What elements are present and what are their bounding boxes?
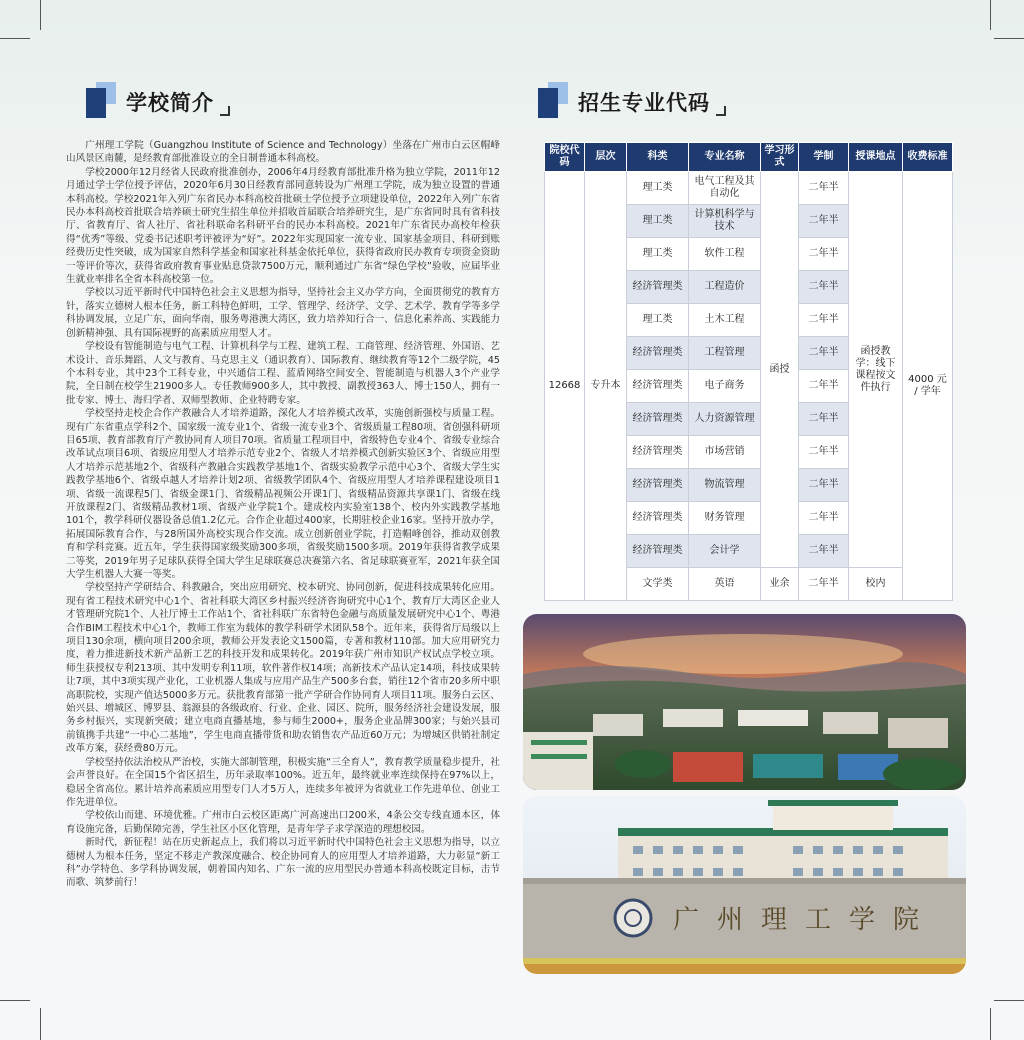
corner-bracket-icon (716, 106, 726, 116)
category-cell: 理工类 (627, 205, 689, 238)
category-cell: 理工类 (627, 238, 689, 271)
codes-title: 招生专业代码 (578, 91, 710, 115)
category-cell: 经济管理类 (627, 535, 689, 568)
intro-title: 学校简介 (126, 91, 214, 115)
intro-paragraph: 学校以习近平新时代中国特色社会主义思想为指导，坚持社会主义办学方向，全面贯彻党的教育方针，落实立德树人根本任务，新工科特色鲜明，工学、管理学、经济学、文学、艺术学、教育学等多学科协调发展，立足广东，面向华南，服务粤港澳大湾区，致力培养知行合一、信息化素养高、实践能力创新精神强、具有国际视野的高素质应用型人才。 (66, 287, 500, 339)
study-form-cell: 业余 (761, 568, 799, 601)
duration-cell: 二年半 (799, 568, 849, 601)
duration-cell: 二年半 (799, 271, 849, 304)
category-cell: 经济管理类 (627, 337, 689, 370)
category-cell: 文学类 (627, 568, 689, 601)
crop-mark (990, 1008, 991, 1040)
campus-aerial-photo (523, 614, 966, 790)
title-accent-icon (86, 82, 116, 122)
intro-paragraph: 学校设有智能制造与电气工程、计算机科学与工程、建筑工程、工商管理、经济管理、外国语、艺术设计、音乐舞蹈、人文与教育、马克思主义（通识教育）、国际教育、继续教育等12个二级学院，45个本科专业，其中23个工科专业，中兴通信工程、蓝盾网络空间安全、智能制造与机器人3个产业学院，全日制在校学生21900多人。专任教师900多人，其中教授、副教授363人、博士150人，拥有一批专家、博士、海归学者、双师型教师、企业特聘专家。 (66, 341, 500, 406)
intro-paragraph: 学校2000年12月经省人民政府批准创办，2006年4月经教育部批准升格为独立学院，2011年12月通过学士学位授予评估，2020年6月30日经教育部同意转设为广州理工学院，成为独立设置的普通本科高校。学校2021年入列广东省民办本科高校首批硕士学位授予立项建设单位，2022年入列广东省民办本科高校首批联合培养硕士研究生招生单位并招收首届联合培养研究生，是广东省同时具有省科技厅、省教育厅、省人社厅、省社科联命名科研平台的民办本科高校。2021年广东省民办高校年检获得“优秀”等级、党委书记述职考评被评为“好”。2022年实现国家一流专业、国家基金项目、科研到账经费历史性突破，成为国家自然科学基金和国家社科基金依托单位，获得省政府民办教育专项资金资助一等评价等次，获得省政府教育事业贴息贷款7500万元，顺利通过广东省“绿色学校”验收，应届毕业生就业率排名全省本科高校第一位。 (66, 166, 500, 286)
duration-cell: 二年半 (799, 403, 849, 436)
duration-cell: 二年半 (799, 172, 849, 205)
major-cell: 电气工程及其自动化 (689, 172, 761, 205)
category-cell: 经济管理类 (627, 502, 689, 535)
category-cell: 经济管理类 (627, 469, 689, 502)
major-cell: 工程管理 (689, 337, 761, 370)
campus-gate-photo (523, 796, 966, 974)
major-cell: 物流管理 (689, 469, 761, 502)
crop-mark (40, 1008, 41, 1040)
table-body (545, 172, 953, 601)
duration-cell: 二年半 (799, 304, 849, 337)
major-cell: 电子商务 (689, 370, 761, 403)
category-cell: 理工类 (627, 172, 689, 205)
intro-paragraph: 新时代，新征程！站在历史新起点上，我们将以习近平新时代中国特色社会主义思想为指导，以立德树人为根本任务，坚定不移走产教深度融合、校企协同育人的应用型人才培养道路，大力彰显“新工科”办学特色、多学科协调发展，朝着国内知名、广东一流的应用型民办普通本科高校既定目标，击节而歌、筑梦前行！ (66, 837, 500, 889)
crop-mark (990, 0, 991, 30)
category-cell: 经济管理类 (627, 403, 689, 436)
category-cell: 经济管理类 (627, 271, 689, 304)
major-cell: 财务管理 (689, 502, 761, 535)
duration-cell: 二年半 (799, 370, 849, 403)
intro-paragraph: 学校坚持走校企合作产教融合人才培养道路，深化人才培养模式改革，实施创新强校与质量工程。现有广东省重点学科2个、国家级一流专业1个、省级一流专业3个、省级质量工程80项、省创强科研项目65项、教育部教育厅产教协同育人项目70项。省质量工程项目中，省级特色专业4个、省级专业综合改革试点项目6项、省级应用型人才培养示范专业2个、省级人才培养模式创新实验区3个、省级应用型人才培养示范基地2个、省级科产教融合实践教学基地1个、省级实验教学示范中心3个、省级大学生实践教学基地6个、省级卓越人才培养计划2项、省级教学团队4个、省级应用型人才培养课程建设项目1项、省级一流课程5门、省级金课1门、省级精品视频公开课1门、省级精品资源共享课1门、省级在线开放课程2门、省级精品教材1项、省级产业学院1个。建成校内实验室138个、校内外实践教学基地101个，教学科研仪器设备总值1.2亿元。合作企业超过400家，长期驻校企业16家。坚持开放办学，拓展国际教育合作，与28所国外高校实现合作交流。成立创新创业学院，打造帽峰创谷，推动双创教育和学科竞赛。近五年，学生获得国家级奖励300多项，省级奖励1500多项。2019年获得省教学成果二等奖，2019年男子足球队获得全国大学生足球联赛总决赛第六名、省足球联赛亚军，2021年获全国大学生机器人大赛一等奖。 (66, 408, 500, 580)
location-cell: 校内 (849, 568, 903, 601)
crop-mark (0, 1000, 30, 1001)
crop-mark (0, 38, 30, 39)
corner-bracket-icon (220, 106, 230, 116)
gate-sign-text: 广州理工学院 (673, 905, 938, 935)
intro-paragraph: 学校坚持产学研结合、科教融合，突出应用研究、校本研究、协同创新，促进科技成果转化应用。现有省工程技术研究中心1个、省社科联大湾区乡村振兴经济咨询研究中心1个、教育厅大湾区企业人才管理研究院1个、人社厅博士工作站1个、省社科联广东省特色金融与高质量发展研究中心1个、粤港合作BIM工程技术中心1个，教师工作室为载体的教学科研学术团队58个。近年来，获得省厅局级以上项目130余项，横向项目200余项，教师公开发表论文1500篇，专著和教材110部。加大应用研究力度，着力推进新技术新产品新工艺的科技开发和成果转化。2019年获广州市知识产权试点学校立项。师生获授权专利213项、其中发明专利11项，软件著作权14项；高新技术产品认定14项，科技成果转让7项，其中3项实现产业化，工业机器人集成与应用产品生产500多台套，销往12个省市20多所中职高职院校，实现产值达5000多万元。获批教育部第一批产学研合作协同育人项目11项。服务白云区、始兴县、增城区、博罗县、翁源县的各级政府、行业、企业、园区、院所，服务经济社会建设发展，服务乡村振兴，实现新突破；建立电商直播基地，参与师生2000+，服务企业品牌300家；与始兴县司前镇携手共建“一中心二基地”，学生电商直播带货和助农销售农产品近60万元；为增城区供销社制定改革方案，获经费80万元。 (66, 582, 500, 755)
table-header-row (545, 143, 953, 172)
location-cell: 函授教学：线下课程按文件执行 (849, 172, 903, 568)
major-cell: 会计学 (689, 535, 761, 568)
major-cell: 软件工程 (689, 238, 761, 271)
duration-cell: 二年半 (799, 502, 849, 535)
category-cell: 经济管理类 (627, 370, 689, 403)
duration-cell: 二年半 (799, 469, 849, 502)
major-cell: 土木工程 (689, 304, 761, 337)
header-fee: 收费标准 (903, 143, 953, 172)
fee-cell: 4000 元 / 学年 (903, 172, 953, 601)
crop-mark (994, 1000, 1024, 1001)
campus-gate-illustration (523, 796, 966, 974)
major-cell: 英语 (689, 568, 761, 601)
intro-body (66, 139, 500, 890)
intro-paragraph: 学校坚持依法治校从严治校，实施大部制管理，积极实施“三全育人”，教育教学质量稳步提升，社会声誉良好。在全国15个省区招生，历年录取率100%。近五年，最终就业率连续保持在97%以上，稳居全省高位。累计培养高素质应用型专门人才5万人，连续多年被评为省就业工作先进单位、创业工作先进单位。 (66, 756, 500, 808)
crop-mark (40, 0, 41, 30)
header-category: 科类 (627, 143, 689, 172)
school-seal-icon (615, 900, 651, 936)
duration-cell: 二年半 (799, 238, 849, 271)
category-cell: 理工类 (627, 304, 689, 337)
major-codes-table-wrap (544, 142, 952, 601)
level-cell: 专升本 (585, 172, 627, 601)
intro-paragraph: 学校依山而建、环境优雅。广州市白云校区距离广河高速出口200米，4条公交专线直通本区，体育设施完备，后勤保障完善，学生社区小区化管理，是青年学子求学深造的理想校园。 (66, 810, 500, 835)
table-row (545, 172, 953, 205)
duration-cell: 二年半 (799, 436, 849, 469)
header-study-form: 学习形式 (761, 143, 799, 172)
header-school-code: 院校代码 (545, 143, 585, 172)
header-level: 层次 (585, 143, 627, 172)
title-accent-icon (538, 82, 568, 122)
major-codes-table (544, 142, 953, 601)
study-form-cell: 函授 (761, 172, 799, 568)
duration-cell: 二年半 (799, 337, 849, 370)
major-cell: 工程造价 (689, 271, 761, 304)
major-cell: 计算机科学与技术 (689, 205, 761, 238)
school-code-cell: 12668 (545, 172, 585, 601)
duration-cell: 二年半 (799, 205, 849, 238)
header-major: 专业名称 (689, 143, 761, 172)
intro-title-block (86, 82, 230, 122)
crop-mark (994, 38, 1024, 39)
category-cell: 经济管理类 (627, 436, 689, 469)
codes-title-block (538, 82, 726, 122)
header-location: 授课地点 (849, 143, 903, 172)
campus-aerial-illustration (523, 614, 966, 790)
intro-paragraph: 广州理工学院（Guangzhou Institute of Science and Technology）坐落在广州市白云区帽峰山风景区南麓，是经教育部批准设立的全日制普通本科高校。 (66, 140, 500, 165)
header-duration: 学制 (799, 143, 849, 172)
major-cell: 市场营销 (689, 436, 761, 469)
duration-cell: 二年半 (799, 535, 849, 568)
major-cell: 人力资源管理 (689, 403, 761, 436)
